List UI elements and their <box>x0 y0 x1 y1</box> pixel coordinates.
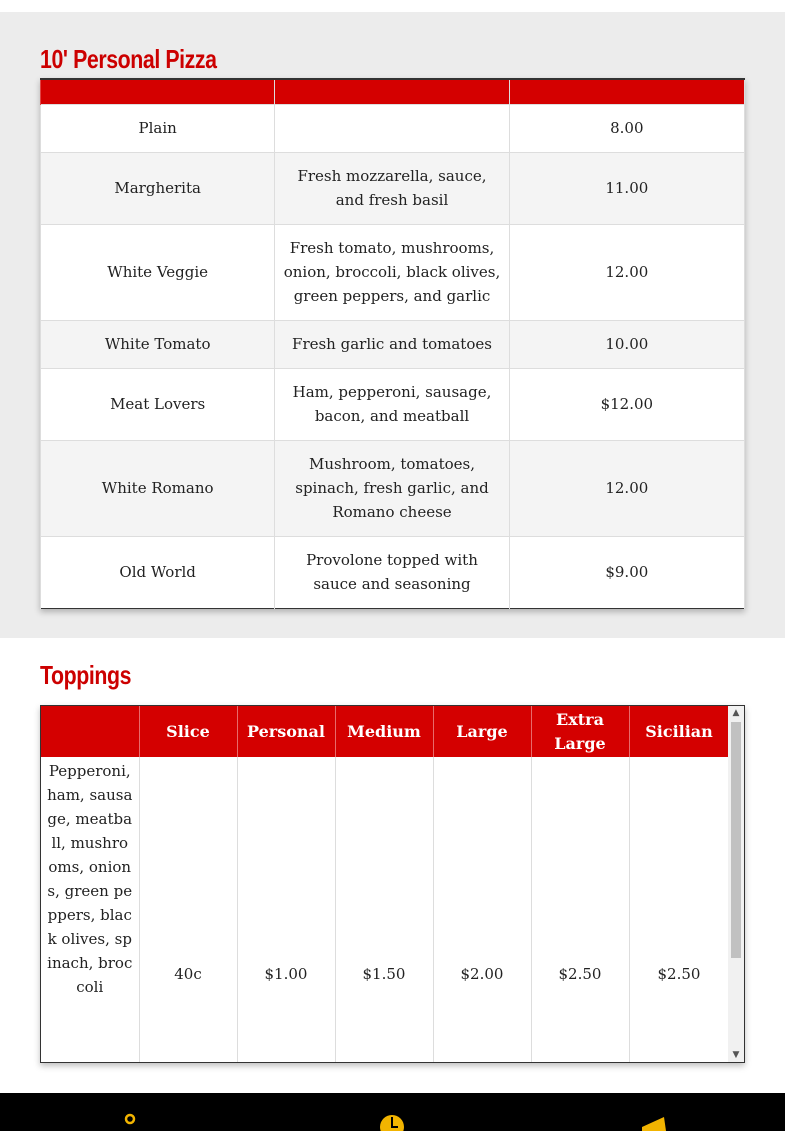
pizza-description: Fresh garlic and tomatoes <box>275 320 509 368</box>
pizza-price: 12.00 <box>509 440 744 536</box>
clock-icon[interactable] <box>378 1113 406 1131</box>
pizza-description: Fresh mozzarella, sauce, and fresh basil <box>275 152 509 224</box>
header-cell-topping <box>41 706 139 757</box>
price-extra-large: $2.50 <box>531 757 629 1063</box>
table-row <box>41 320 745 368</box>
pizza-name: Plain <box>41 104 275 152</box>
header-cell-name <box>41 79 275 104</box>
scrollbar-thumb[interactable] <box>731 722 741 958</box>
pizza-price: 11.00 <box>509 152 744 224</box>
pizza-price: $12.00 <box>509 368 744 440</box>
top-strip <box>0 0 785 12</box>
pizza-name: White Veggie <box>41 224 275 320</box>
table-header-row <box>41 706 729 757</box>
toppings-description: Pepperoni, ham, sausage, meatball, mushrooms, onions, green peppers, black olives, spinach, broccoli <box>41 757 139 1063</box>
header-cell-description <box>275 79 509 104</box>
toppings-section <box>0 638 785 1093</box>
pizza-description: Provolone topped with sauce and seasoning <box>275 536 509 608</box>
table-row <box>41 152 745 224</box>
header-cell-medium: Medium <box>335 706 433 757</box>
header-cell-price <box>509 79 744 104</box>
personal-pizza-title: 10' Personal Pizza <box>40 44 217 74</box>
header-cell-large: Large <box>433 706 531 757</box>
table-row <box>41 440 745 536</box>
vertical-scrollbar[interactable] <box>728 706 744 1062</box>
header-cell-personal: Personal <box>237 706 335 757</box>
toppings-table <box>41 706 730 1063</box>
personal-pizza-section <box>0 12 785 638</box>
price-large: $2.00 <box>433 757 531 1063</box>
price-sicilian: $2.50 <box>629 757 729 1063</box>
pizza-name: Old World <box>41 536 275 608</box>
pizza-price: 12.00 <box>509 224 744 320</box>
scroll-down-arrow-icon[interactable]: ▼ <box>732 1050 740 1060</box>
header-cell-extra-large: Extra Large <box>531 706 629 757</box>
pizza-price: 10.00 <box>509 320 744 368</box>
pizza-price: $9.00 <box>509 536 744 608</box>
pizza-price: 8.00 <box>509 104 744 152</box>
megaphone-icon[interactable] <box>640 1113 668 1131</box>
pizza-name: Meat Lovers <box>41 368 275 440</box>
pizza-description <box>275 104 509 152</box>
header-cell-sicilian: Sicilian <box>629 706 729 757</box>
pizza-description: Fresh tomato, mushrooms, onion, broccoli, black olives, green peppers, and garlic <box>275 224 509 320</box>
price-slice: 40c <box>139 757 237 1063</box>
pizza-name: Margherita <box>41 152 275 224</box>
toppings-table-scroll-container[interactable] <box>40 705 745 1063</box>
personal-pizza-table <box>40 78 745 609</box>
toppings-title: Toppings <box>40 660 132 690</box>
header-cell-slice: Slice <box>139 706 237 757</box>
table-row <box>41 104 745 152</box>
pizza-description: Ham, pepperoni, sausage, bacon, and meatball <box>275 368 509 440</box>
table-row <box>41 757 729 1063</box>
footer-bar <box>0 1093 785 1131</box>
scroll-up-arrow-icon[interactable]: ▲ <box>732 708 740 718</box>
price-medium: $1.50 <box>335 757 433 1063</box>
table-row <box>41 536 745 608</box>
location-pin-icon[interactable] <box>123 1113 137 1131</box>
table-row <box>41 368 745 440</box>
table-row <box>41 224 745 320</box>
table-header-row <box>41 79 745 104</box>
price-personal: $1.00 <box>237 757 335 1063</box>
pizza-name: White Tomato <box>41 320 275 368</box>
pizza-name: White Romano <box>41 440 275 536</box>
pizza-description: Mushroom, tomatoes, spinach, fresh garlic, and Romano cheese <box>275 440 509 536</box>
